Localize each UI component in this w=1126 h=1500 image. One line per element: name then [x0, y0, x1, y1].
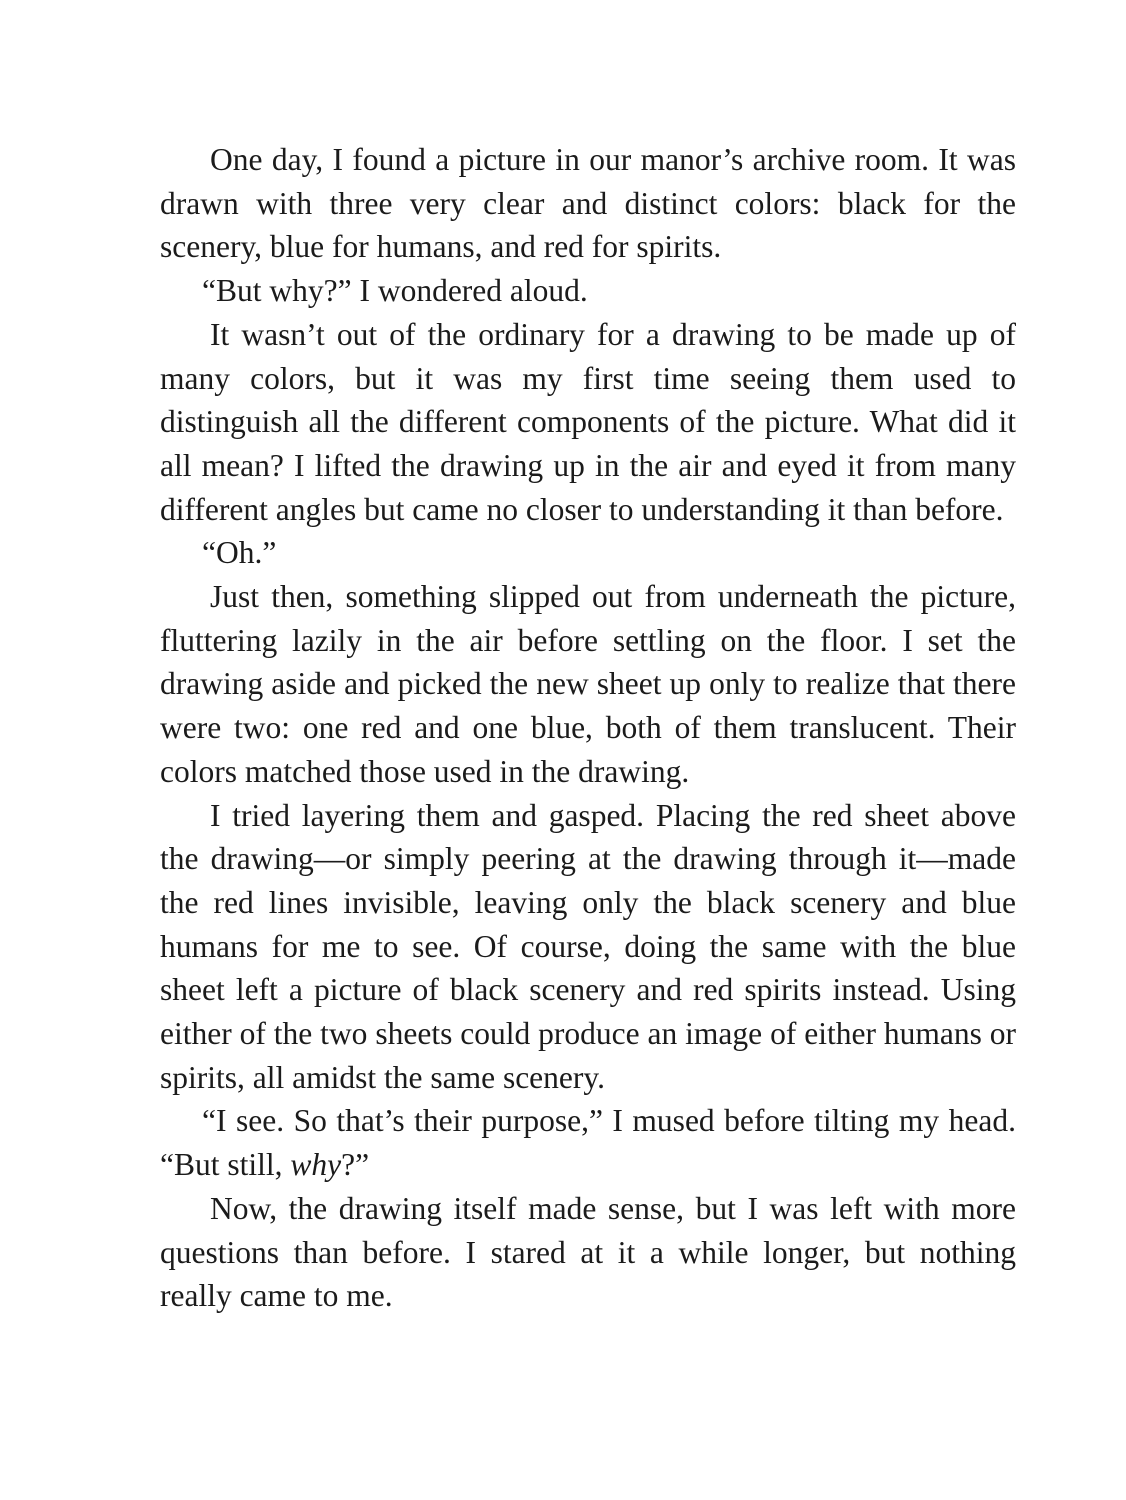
- paragraph-layering-sheets: I tried layering them and gasped. Placing the red sheet above the drawing—or simply peering at the drawing through it—made the red lines invisible, leaving only the black scenery and blue humans for me to see. Of course, doing the same with the blue sheet left a picture of black scenery and red spirits instead. Using either of the two sheets could produce an image of either humans or spirits, all amidst the same scenery.: [160, 797, 1016, 1095]
- paragraph-sheets-slipped-out: Just then, something slipped out from underneath the picture, fluttering lazily in the air before settling on the floor. I set the drawing aside and picked the new sheet up only to realize that there were two: one red and one blue, both of them translucent. Their colors matched those used in the drawing.: [160, 579, 1016, 789]
- dialogue-purpose-text-before: “I see. So that’s their purpose,” I mused before tilting my head. “But still,: [160, 1103, 1016, 1183]
- page-body: [160, 138, 1016, 1318]
- paragraph-dialogue-but-why: “But why?” I wondered aloud.: [202, 273, 588, 309]
- paragraph-many-colors: It wasn’t out of the ordinary for a drawing to be made up of many colors, but it was my first time seeing them used to distinguish all the different components of the picture. What did it all mean? I lifted the drawing up in the air and eyed it from many different angles but came no closer to understanding it than before.: [160, 316, 1016, 527]
- paragraph-dialogue-oh: “Oh.”: [202, 535, 277, 571]
- dialogue-purpose-text-after: ?”: [341, 1147, 370, 1183]
- dialogue-purpose-italic-why: why: [290, 1147, 342, 1183]
- paragraph-archive-picture: One day, I found a picture in our manor’s archive room. It was drawn with three very clear and distinct colors: black for the scenery, blue for humans, and red for spirits.: [160, 142, 1016, 265]
- paragraph-dialogue-purpose: [160, 1099, 1016, 1186]
- paragraph-more-questions: Now, the drawing itself made sense, but I was left with more questions than before. I stared at it a while longer, but nothing really came to me.: [160, 1190, 1016, 1314]
